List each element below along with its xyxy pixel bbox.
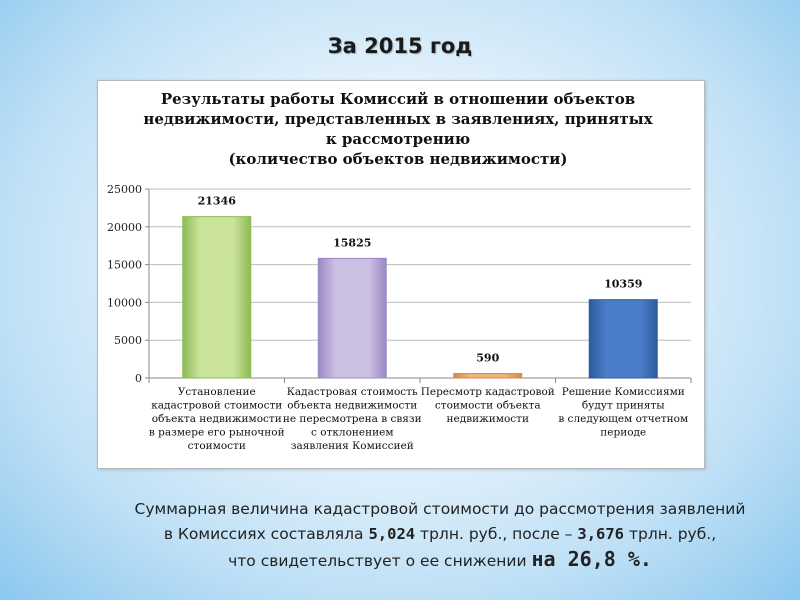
chart-title-line: к рассмотрению [325,130,471,148]
y-tick-label: 20000 [107,220,142,234]
bar [454,374,522,378]
x-tick-label: в размере его рыночной [148,426,285,439]
x-tick-label: объекта недвижимости [287,399,418,412]
data-label: 10359 [604,277,643,291]
x-tick-label: Решение Комиссиями [561,386,685,398]
x-tick-label: не пересмотрена в связи [282,413,422,425]
bar [183,217,251,378]
x-tick-label: недвижимости [446,413,529,425]
x-tick-label: стоимости [187,440,246,452]
y-tick-label: 15000 [107,258,142,272]
chart-title-line: недвижимости, представленных в заявлениях, принятых [143,110,653,128]
chart-title-line: (количество объектов недвижимости) [228,150,568,168]
y-tick-label: 10000 [107,296,142,310]
x-tick-label: стоимости объекта [434,399,541,412]
data-label: 590 [476,351,500,365]
chart-title [138,89,658,169]
x-tick-label: Пересмотр кадастровой [420,386,555,398]
x-tick-label: в следующем отчетном [558,413,689,425]
y-tick-label: 5000 [114,334,142,348]
summary-text-part: трлн. руб., после – [415,525,578,543]
x-tick-label: объекта недвижимости [151,413,282,425]
data-label: 21346 [197,194,236,208]
y-tick-label: 25000 [107,183,142,196]
chart-panel [97,80,705,469]
decrease-percent: на 26,8 %. [531,547,652,571]
bar [589,300,657,378]
x-tick-label: с отклонением [311,426,394,439]
page-title: За 2015 год [327,34,473,58]
bar [318,258,386,378]
chart-title-line: Результаты работы Комиссий в отношении объектов [160,90,636,108]
summary-line: Суммарная величина кадастровой стоимости до рассмотрения заявлений [134,500,746,518]
summary-text-part: в Комиссиях составляла [163,525,369,543]
x-tick-label: Установление [177,386,256,398]
value-after: 3,676 [577,525,625,543]
x-tick-label: будут приняты [581,399,665,412]
summary-line [90,522,790,547]
summary-line [90,547,790,574]
summary-text [90,497,790,574]
x-tick-label: периоде [600,426,647,439]
x-tick-label: кадастровой стоимости [151,399,283,412]
data-label: 15825 [333,236,372,250]
x-tick-label: заявления Комиссией [290,440,414,452]
y-tick-label: 0 [135,372,142,385]
summary-text-part: трлн. руб., [624,525,717,543]
x-tick-label: Кадастровая стоимость [286,386,418,398]
value-before: 5,024 [368,525,416,543]
summary-text-part: что свидетельствует о ее снижении [228,552,532,570]
